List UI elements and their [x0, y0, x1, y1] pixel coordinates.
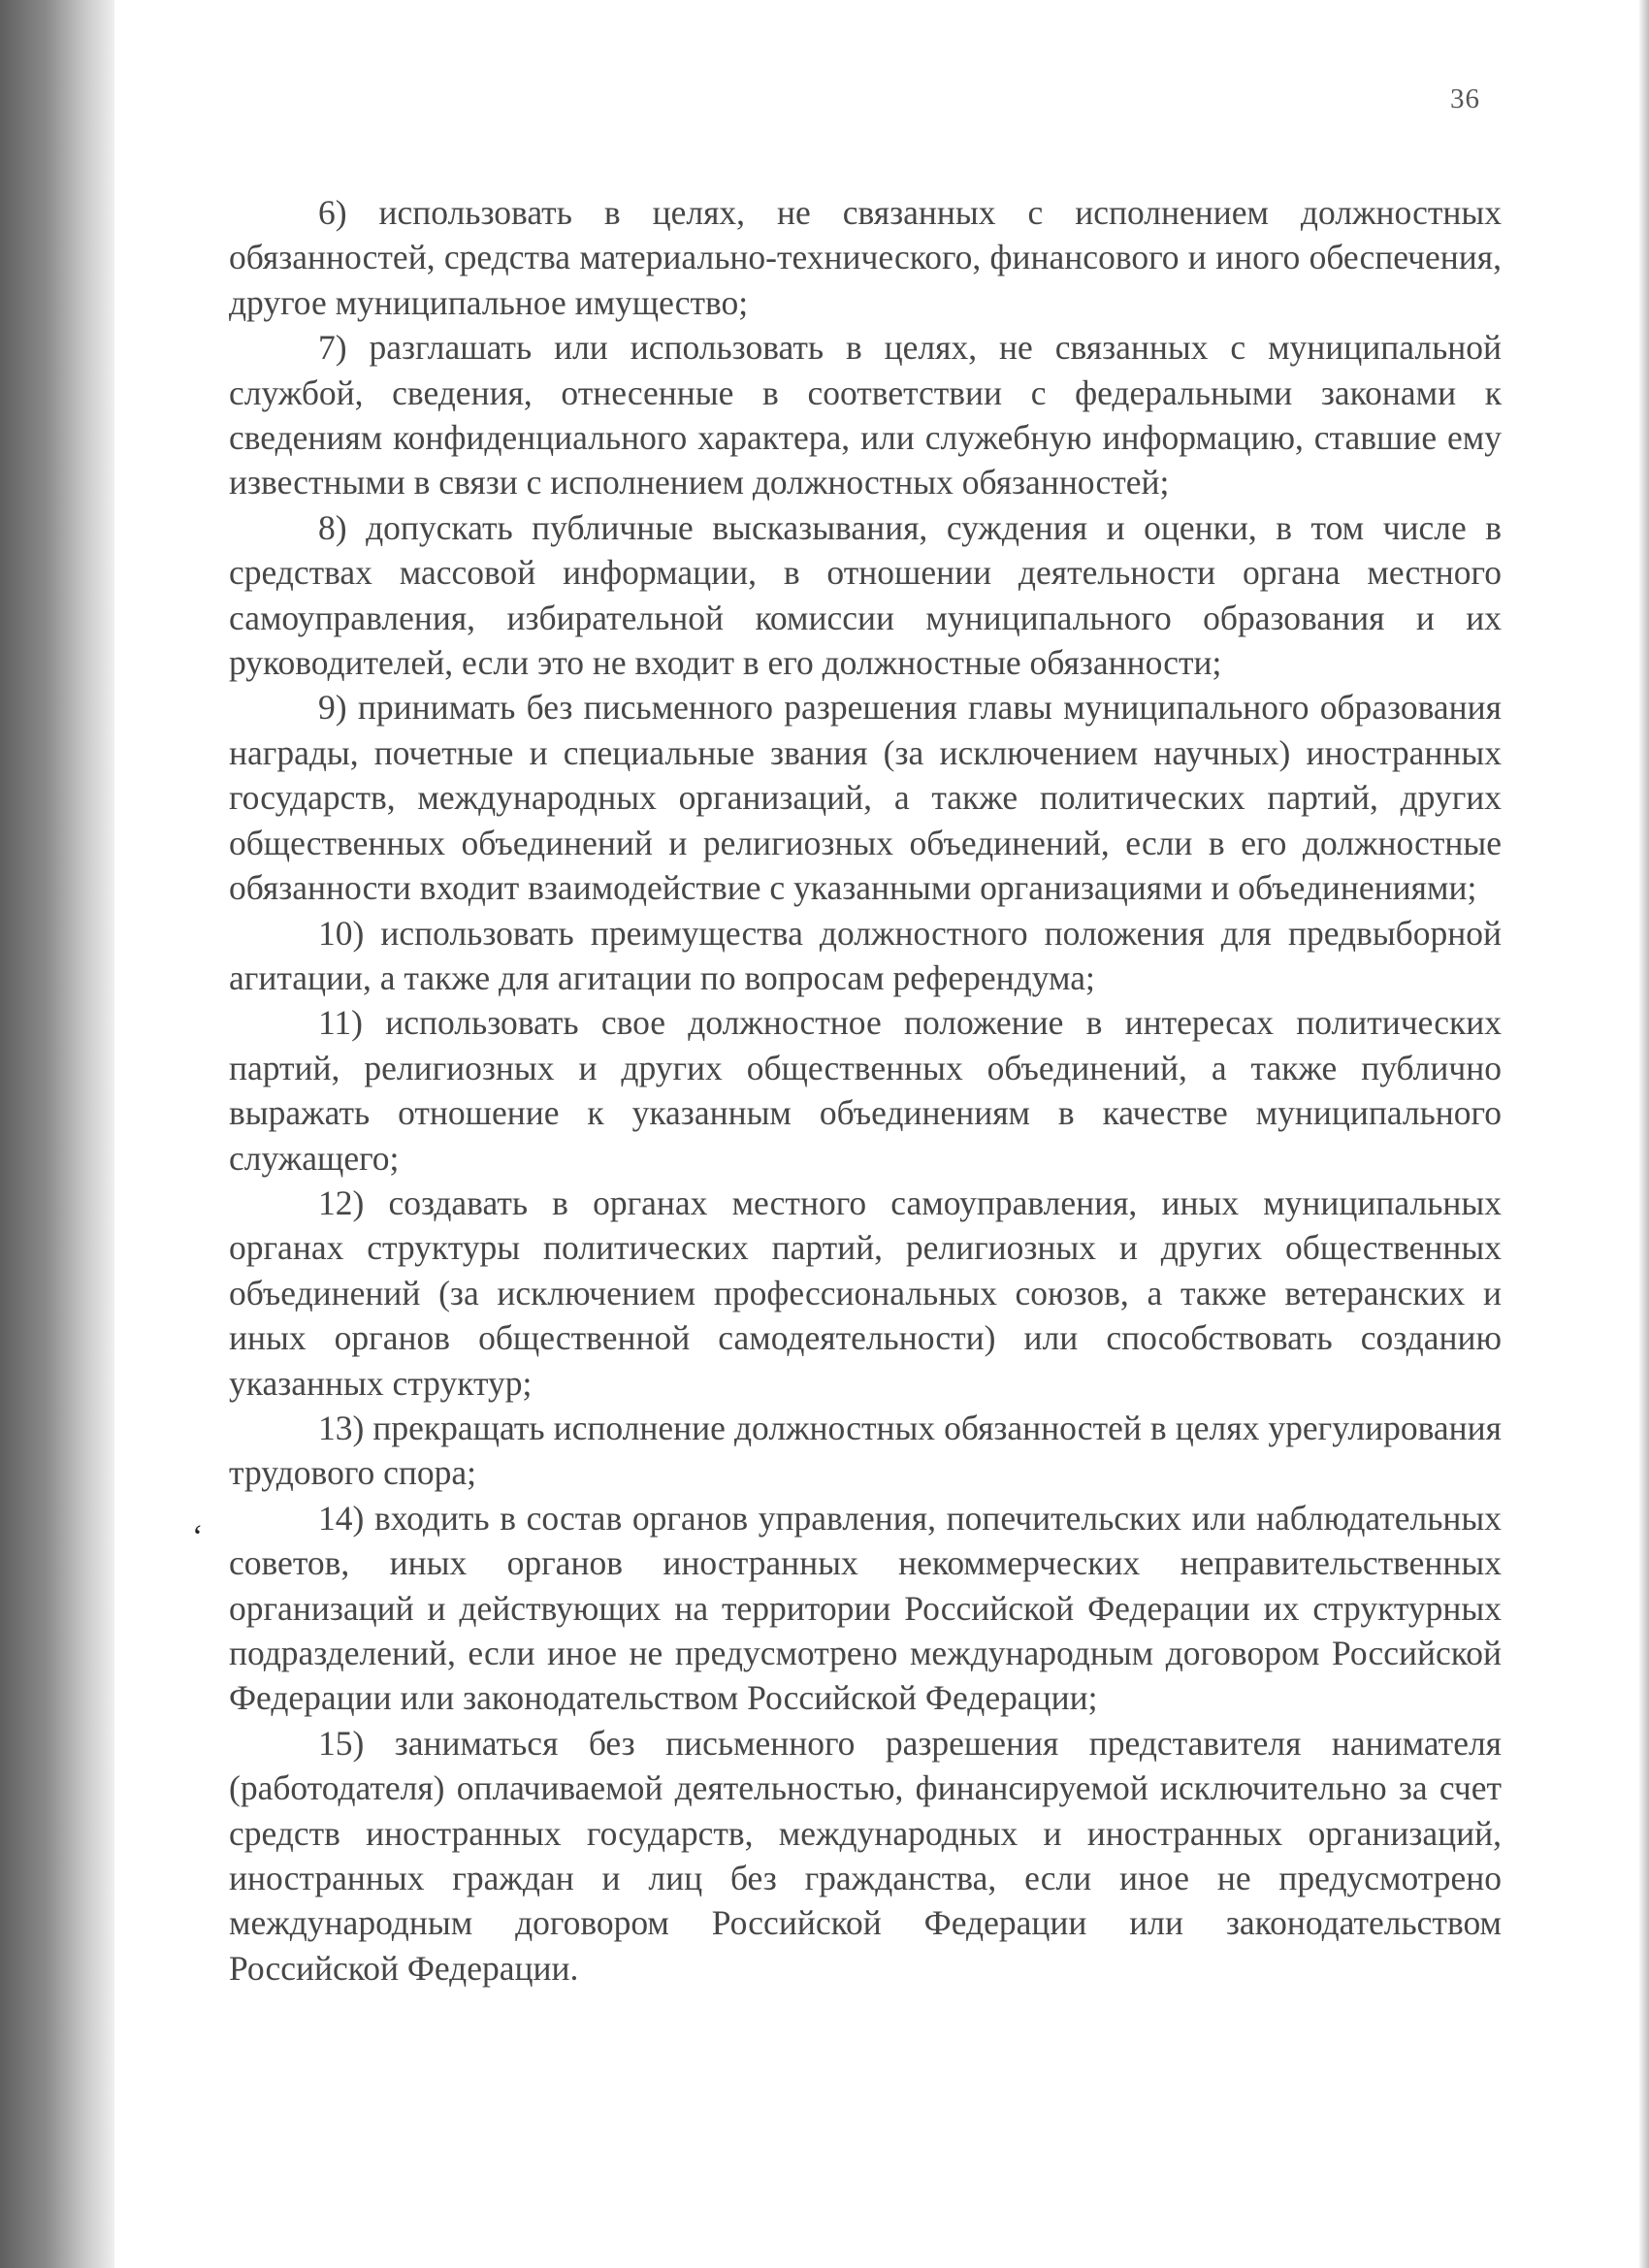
- list-item-13: 13) прекращать исполнение должностных обязанностей в целях урегулирования трудового спора;: [229, 1408, 1502, 1493]
- list-item-8: 8) допускать публичные высказывания, суждения и оценки, в том числе в средствах массовой информации, в отношении деятельности органа местного самоуправления, избирательной комиссии муниципального образования и их руководителей, если это не входит в его должностные обязанности;: [229, 507, 1502, 683]
- stray-pen-mark: ‘: [192, 1519, 204, 1555]
- document-body: [229, 190, 1502, 1991]
- scan-edge-shadow: [0, 0, 114, 2268]
- list-item-10: 10) использовать преимущества должностного положения для предвыборной агитации, а также для агитации по вопросам референдума;: [229, 913, 1502, 997]
- list-item-11: 11) использовать свое должностное положение в интересах политических партий, религиозных и других общественных объединений, а также публично выражать отношение к указанным объединениям в качестве муниципального служащего;: [229, 1003, 1502, 1178]
- list-item-12: 12) создавать в органах местного самоуправления, иных муниципальных органах структуры политических партий, религиозных и других общественных объединений (за исключением профессиональных союзов, а также ветеранских и иных органов общественной самодеятельности) или способствовать созданию указанных структур;: [229, 1183, 1502, 1403]
- list-item-15: 15) заниматься без письменного разрешения представителя нанимателя (работодателя) оплачиваемой деятельностью, финансируемой исключительно за счет средств иностранных государств, международных и иностранных организаций, иностранных граждан и лиц без гражданства, если иное не предусмотрено международным договором Российской Федерации или законодательством Российской Федерации.: [229, 1723, 1502, 1988]
- page-number: 36: [1450, 83, 1480, 114]
- list-item-7: 7) разглашать или использовать в целях, не связанных с муниципальной службой, сведения, отнесенные в соответствии с федеральными законами к сведениям конфиденциального характера, или служебную информацию, ставшие ему известными в связи с исполнением должностных обязанностей;: [229, 328, 1502, 502]
- list-item-14: 14) входить в состав органов управления, попечительских или наблюдательных советов, иных органов иностранных некоммерческих неправительственных организаций и действующих на территории Российской Федерации их структурных подразделений, если иное не предусмотрено международным договором Российской Федерации или законодательством Российской Федерации;: [229, 1498, 1502, 1718]
- scan-right-edge: [1639, 0, 1649, 2268]
- list-item-9: 9) принимать без письменного разрешения главы муниципального образования награды, почетные и специальные звания (за исключением научных) иностранных государств, международных организаций, а также политических партий, других общественных объединений и религиозных объединений, если в его должностные обязанности входит взаимодействие с указанными организациями и объединениями;: [229, 688, 1502, 908]
- list-item-6: 6) использовать в целях, не связанных с исполнением должностных обязанностей, средства материально-технического, финансового и иного обеспечения, другое муниципальное имущество;: [229, 193, 1502, 322]
